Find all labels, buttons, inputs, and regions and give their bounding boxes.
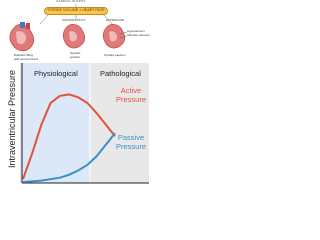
passive-pressure-label-line2: Pressure — [115, 142, 146, 151]
left-caption-line2: with venous blood — [14, 57, 39, 61]
valvular-stenosis-label: Valvular stenosis — [127, 33, 150, 37]
pressure-chart — [0, 63, 149, 198]
active-pressure-label-line1: Active — [120, 86, 142, 95]
systolic-label-line1: Systolic — [70, 51, 81, 55]
systolic-ejection-right-label: Systolic ejection — [104, 53, 126, 57]
active-pressure-label — [113, 86, 149, 104]
heart-illustration-left — [6, 22, 46, 54]
contractility-label: CONTRACTILITY — [62, 18, 86, 22]
systolic-label-line2: ejection — [70, 55, 81, 59]
pathological-region — [90, 63, 149, 183]
cardiac-output-label: CARDIAC OUTPUT — [56, 0, 86, 3]
heart-illustration-right — [100, 22, 136, 52]
passive-pressure-label — [113, 133, 149, 151]
plot-area — [0, 63, 149, 198]
pathological-title: Pathological — [100, 69, 141, 78]
active-pressure-label-line2: Pressure — [115, 95, 146, 104]
heart-illustration-middle — [60, 22, 90, 52]
physiological-title: Physiological — [34, 69, 78, 78]
passive-pressure-label-line1: Passive — [117, 133, 145, 142]
physiological-region — [20, 63, 90, 183]
left-caption-line1: Diastolic filling — [14, 53, 34, 57]
cardiac-output-diagram — [0, 0, 149, 62]
y-axis-label: Intraventricular Pressure — [7, 69, 17, 168]
afterload-label: AFTERLOAD — [106, 18, 125, 22]
stroke-volume-heart-rate-box: STROKE VOLUME × HEART RATE — [44, 7, 108, 15]
hypertension-label: Hypertension — [127, 29, 145, 33]
